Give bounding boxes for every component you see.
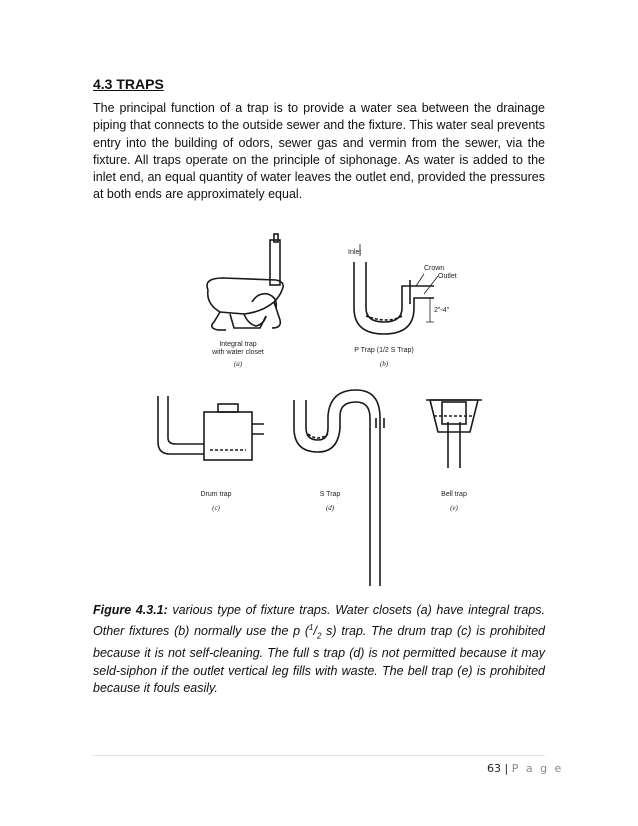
footer-divider <box>93 755 545 756</box>
intro-paragraph: The principal function of a trap is to provide a water sea between the drainage piping that connects to the outside sewer and the fixture. This water seal prevents entry into the building of odors, sewer gas and vermin from the sewer, via the fixture. All traps operate on the principle of siphonage. As water is added to the inlet end, an equal quantity of water leaves the outlet end, provided the pressures at both ends are approximately equal. <box>93 101 545 202</box>
tag-b: (b) <box>379 360 389 368</box>
bell-trap-drawing <box>426 400 482 468</box>
figure-caption: Figure 4.3.1: various type of fixture traps. Water closets (a) have integral traps. Other fixtures (b) normally use the p ($^1/_2$ s) trap. The drum trap (c) is prohibited because it is not self-cleaning. The full s trap (d) is not permitted because it may seld-siphon if the outlet vertical leg fills with waste. The bell trap (e) is prohibited because it fouls easily. <box>93 603 545 695</box>
caption-text-1: various type of fixture traps. Water closets (a) have integral traps. Other fixtures (b) normally use the p ( <box>93 603 545 639</box>
label-b-crown: Crown <box>424 265 445 272</box>
caption-colon: : <box>163 603 168 617</box>
drum-trap-drawing <box>158 396 264 460</box>
caption-fraction-denominator: 2 <box>316 631 322 641</box>
label-e-name: Bell trap <box>441 491 467 498</box>
p-trap-drawing <box>354 244 438 334</box>
caption-figure-number: Figure 4.3.1 <box>93 603 164 617</box>
s-trap-drawing <box>294 390 384 586</box>
tag-c: (c) <box>212 504 220 512</box>
label-a-line2: with water closet <box>212 349 264 356</box>
water-closet-drawing <box>207 234 283 330</box>
label-b-outlet: Outlet <box>438 273 457 280</box>
label-b-dim: 2"-4" <box>434 307 450 314</box>
label-d-name: S Trap <box>319 491 341 498</box>
page-separator: | <box>501 762 512 775</box>
label-b-name: P Trap (1/2 S Trap) <box>354 347 414 354</box>
label-a-line1: Integral trap <box>219 341 257 348</box>
caption-text-2: s) trap. The drum trap (c) is prohibited because it is not self-cleaning. The full s trap (d) is not permitted because it may seld-siphon if the outlet vertical leg fills with waste. The bell trap (e) is prohibited because it fouls easily. <box>93 624 545 695</box>
traps-illustration <box>148 232 490 588</box>
page-word: P a g e <box>511 762 564 775</box>
tag-e: (e) <box>450 504 458 512</box>
label-c-name: Drum trap <box>200 491 232 498</box>
fixture-traps-figure <box>148 232 490 588</box>
caption-fraction-numerator: 1 <box>309 623 314 633</box>
tag-d: (d) <box>325 504 335 512</box>
page-number: 63 <box>487 762 501 775</box>
label-b-inlet: Inlet <box>348 249 362 256</box>
section-heading: 4.3 TRAPS <box>93 76 164 92</box>
tag-a: (a) <box>233 360 243 368</box>
page-footer <box>487 762 563 775</box>
